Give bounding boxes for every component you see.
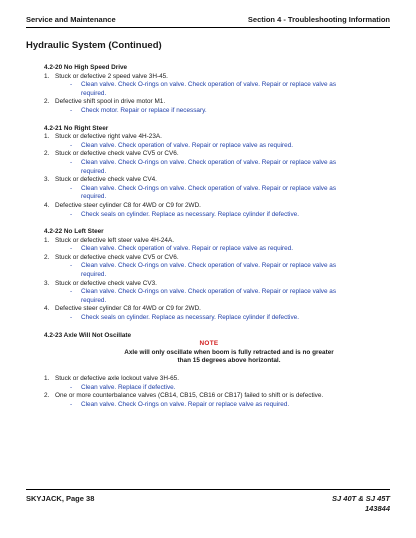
section-heading: 4.2-22 No Left Steer [44,228,104,236]
action-dash: - [70,81,73,89]
action-dash: - [70,158,73,166]
action-text: Clean valve. Check O-rings on valve. Check operation of valve. Repair or replace valve as [81,288,337,296]
action-text: Clean valve. Check operation of valve. Repair or replace valve as required. [81,245,294,253]
action-text: Check motor. Repair or replace if necessary. [81,106,207,114]
corrective-action [44,384,374,393]
spacer [44,366,374,375]
list-item [44,375,374,384]
list-item [44,254,374,263]
action-text: required. [81,167,107,175]
page-header [26,15,390,24]
corrective-action [44,262,374,271]
list-item [44,202,374,211]
corrective-action [44,90,374,99]
action-dash: - [70,106,73,114]
corrective-action [44,314,374,323]
note-text-line-2: than 15 degrees above horizontal. [177,357,281,365]
footer-left: SKYJACK, Page 38 [26,494,95,503]
corrective-action [44,193,374,202]
corrective-action [44,271,374,280]
item-number: 4. [44,201,50,209]
action-dash: - [70,383,73,391]
action-text: Clean valve. Check O-rings on valve. Check operation of valve. Repair or replace valve as [81,184,337,192]
action-text: Clean valve. Check O-rings on valve. Check operation of valve. Repair or replace valve as [81,262,337,270]
item-text: Stuck or defective axle lockout valve 3H-65. [55,375,179,382]
troubleshooting-sections [44,64,374,323]
corrective-action [44,245,374,254]
footer-right [332,494,390,513]
item-number: 3. [44,279,50,287]
section-heading: 4.2-20 No High Speed Drive [44,64,128,71]
corrective-action [44,168,374,177]
action-text: Check seals on cylinder. Replace as necessary. Replace cylinder if defective. [81,210,299,218]
corrective-action [44,288,374,297]
action-dash: - [70,400,73,408]
list-item [44,73,374,82]
item-number: 2. [44,98,50,106]
list-item [44,305,374,314]
footer-code: 143844 [364,503,390,513]
item-text: Stuck or defective check valve CV5 or CV6. [55,150,179,158]
corrective-action [44,185,374,194]
item-text: Defective steer cylinder C8 for 4WD or C9 for 2WD. [55,201,201,209]
action-dash: - [70,288,73,296]
action-text: Clean valve. Check O-rings on valve. Repair or replace valve as required. [81,400,290,408]
corrective-action [44,107,374,116]
corrective-action [44,159,374,168]
list-item [44,392,374,401]
action-dash: - [70,314,73,322]
item-text: Stuck or defective check valve CV4. [55,176,157,184]
corrective-action [44,81,374,90]
item-number: 1. [44,72,50,80]
action-text: Check seals on cylinder. Replace as necessary. Replace cylinder if defective. [81,314,299,322]
item-text: Stuck or defective check valve CV3. [55,279,157,287]
list-item [44,133,374,142]
list-item [44,280,374,289]
action-text: required. [81,193,107,201]
note-label: NOTE [199,340,219,348]
header-left: Service and Maintenance [26,15,116,24]
item-number: 1. [44,236,50,244]
item-number: 1. [44,375,50,382]
action-text: required. [81,89,107,97]
item-number: 3. [44,176,50,184]
section-heading: 4.2-23 Axle Will Not Oscillate [44,331,132,339]
item-text: One or more counterbalance valves (CB14, CB15, CB16 or CB17) failed to shift or is defective. [55,392,324,400]
action-dash: - [70,210,73,218]
item-number: 4. [44,305,50,313]
action-text: Clean valve. Check operation of valve. Repair or replace valve as required. [81,141,294,149]
action-text: required. [81,271,107,279]
list-item [44,237,374,246]
list-item [44,98,374,107]
item-text: Stuck or defective left steer valve 4H-24A. [55,236,174,244]
item-number: 1. [44,133,50,141]
action-text: Clean valve. Check O-rings on valve. Check operation of valve. Repair or replace valve as [81,81,337,89]
content-body [44,64,374,409]
item-number: 2. [44,253,50,261]
item-number: 2. [44,150,50,158]
action-dash: - [70,262,73,270]
item-text: Defective steer cylinder C8 for 4WD or C9 for 2WD. [55,305,201,313]
section-23-items [44,375,374,409]
item-number: 2. [44,392,50,400]
item-text: Defective shift spool in drive motor M1. [55,98,166,106]
action-text: Clean valve. Replace if defective. [81,383,176,391]
corrective-action [44,211,374,220]
item-text: Stuck or defective right valve 4H-23A. [55,133,162,141]
page-title: Hydraulic System (Continued) [26,40,162,51]
action-dash: - [70,184,73,192]
section-heading: 4.2-21 No Right Steer [44,124,109,132]
item-text: Stuck or defective check valve CV5 or CV6. [55,253,179,261]
list-item [44,176,374,185]
footer-model: SJ 40T & SJ 45T [332,494,390,503]
action-text: required. [81,296,107,304]
item-text: Stuck or defective 2 speed valve 3H-45. [55,72,168,80]
note-text-line-1: Axle will only oscillate when boom is fully retracted and is no greater [124,348,334,356]
corrective-action [44,297,374,306]
corrective-action [44,142,374,151]
header-rule [26,27,390,28]
action-text: Clean valve. Check O-rings on valve. Check operation of valve. Repair or replace valve as [81,158,337,166]
footer-rule [26,489,390,490]
header-right: Section 4 - Troubleshooting Information [247,15,390,24]
action-dash: - [70,245,73,253]
corrective-action [44,401,374,410]
action-dash: - [70,141,73,149]
list-item [44,150,374,159]
